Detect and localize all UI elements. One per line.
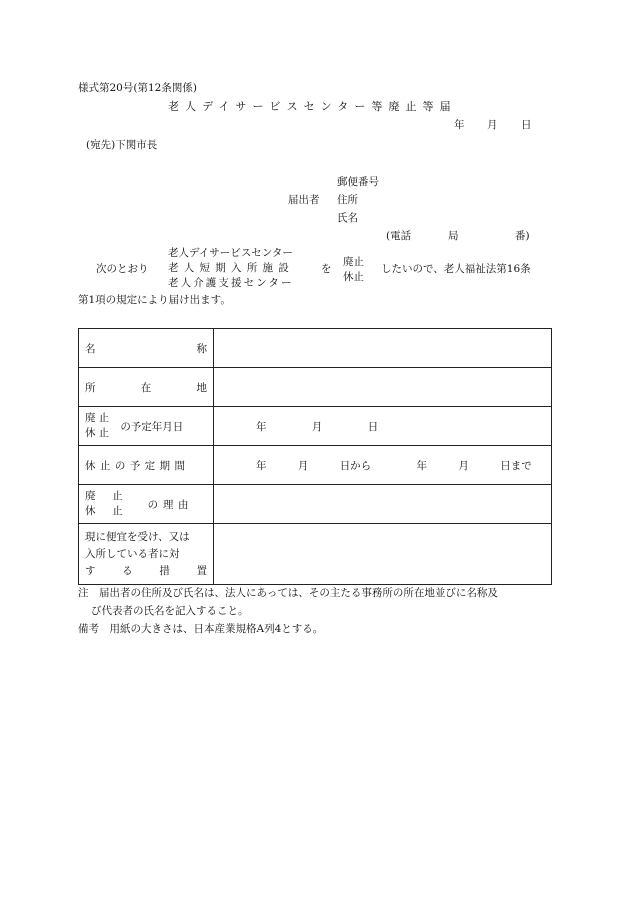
measures-value-cell[interactable] bbox=[214, 524, 552, 585]
planned-date-label bbox=[79, 407, 214, 446]
planned-date-month: 月 bbox=[311, 420, 323, 433]
measures-char: す bbox=[85, 564, 96, 577]
reason-option: 廃止 bbox=[85, 490, 140, 502]
name-row-label bbox=[79, 329, 214, 368]
period-start-year: 年 bbox=[256, 459, 267, 472]
statement-line2: 第1項の規定により届け出ます。 bbox=[78, 294, 231, 306]
statement-prefix: 次のとおり bbox=[96, 263, 149, 275]
name-value-cell[interactable] bbox=[214, 329, 552, 368]
suspension-period-label bbox=[79, 446, 214, 485]
facility-option: 老人短期入所施設 bbox=[168, 262, 294, 274]
planned-date-option: 廃止 bbox=[85, 412, 113, 424]
period-end-year: 年 bbox=[416, 459, 428, 472]
action-option: 休止 bbox=[343, 271, 364, 283]
facility-type-list bbox=[168, 246, 308, 291]
reason-suffix: の理由 bbox=[147, 498, 194, 511]
table-row bbox=[79, 368, 552, 407]
action-option-list bbox=[343, 255, 364, 285]
planned-date-day: 日 bbox=[367, 420, 379, 433]
location-label-char: 在 bbox=[140, 381, 152, 394]
name-label: 氏名 bbox=[337, 212, 358, 224]
date-year-label: 年 bbox=[454, 119, 465, 131]
period-start-month: 月 bbox=[297, 459, 309, 472]
notification-table bbox=[78, 328, 552, 585]
period-end-month: 月 bbox=[458, 459, 469, 472]
planned-date-suffix: の予定年月日 bbox=[120, 420, 184, 433]
table-row bbox=[79, 524, 552, 585]
form-number: 様式第20号(第12条関係) bbox=[78, 82, 197, 94]
planned-date-option: 休止 bbox=[85, 427, 113, 439]
phone-exchange-label: 局 bbox=[448, 230, 459, 242]
suspension-period-value-cell[interactable] bbox=[214, 446, 552, 485]
measures-line1: 現に便宜を受け、又は bbox=[85, 530, 190, 543]
location-value-cell[interactable] bbox=[214, 368, 552, 407]
note-line1: 注 届出者の住所及び氏名は、法人にあっては、その主たる事務所の所在地並びに名称及 bbox=[78, 587, 498, 599]
date-month-label: 月 bbox=[487, 119, 498, 131]
location-label-char: 所 bbox=[85, 381, 96, 394]
address-label: 住所 bbox=[337, 194, 358, 206]
addressee: (宛先)下関市長 bbox=[86, 139, 158, 151]
facility-option: 老人デイサービスセンター bbox=[168, 247, 293, 259]
action-option: 廃止 bbox=[343, 256, 364, 268]
reason-label bbox=[79, 485, 214, 524]
planned-date-value-cell[interactable] bbox=[214, 407, 552, 446]
name-row-label-1: 名 bbox=[85, 342, 96, 355]
date-day-label: 日 bbox=[521, 119, 532, 131]
remark-line: 備考 用紙の大きさは、日本産業規格A列4とする。 bbox=[78, 623, 324, 635]
table-row bbox=[79, 329, 552, 368]
facility-option: 老人介護支援センター bbox=[168, 277, 294, 289]
applicant-label: 届出者 bbox=[288, 194, 320, 206]
table-row bbox=[79, 485, 552, 524]
table-row bbox=[79, 446, 552, 485]
measures-char: る bbox=[122, 564, 133, 577]
phone-open-label: (電話 bbox=[386, 230, 412, 242]
document-title: 老人デイサービスセンター等廃止等届 bbox=[168, 100, 457, 113]
location-label-char: 地 bbox=[196, 381, 207, 394]
measures-label bbox=[79, 524, 214, 585]
statement-particle: を bbox=[321, 263, 332, 275]
period-until: 日まで bbox=[500, 459, 532, 472]
measures-line2: 入所している者に対 bbox=[85, 547, 180, 560]
name-row-label-2: 称 bbox=[196, 342, 207, 355]
postal-code-label: 郵便番号 bbox=[337, 176, 379, 188]
measures-char: 措 bbox=[159, 564, 170, 577]
statement-suffix: したいので、老人福祉法第16条 bbox=[381, 263, 531, 275]
table-row bbox=[79, 407, 552, 446]
reason-value-cell[interactable] bbox=[214, 485, 552, 524]
location-row-label bbox=[79, 368, 214, 407]
reason-option: 休止 bbox=[85, 505, 140, 517]
period-from: 日から bbox=[339, 459, 372, 472]
phone-number-label: 番) bbox=[515, 230, 530, 242]
note-text bbox=[78, 584, 552, 638]
suspension-period-text: 休止の予定期間 bbox=[85, 459, 190, 472]
planned-date-year: 年 bbox=[256, 420, 267, 433]
measures-char: 置 bbox=[196, 564, 207, 577]
note-line2: び代表者の氏名を記入すること。 bbox=[91, 605, 249, 617]
